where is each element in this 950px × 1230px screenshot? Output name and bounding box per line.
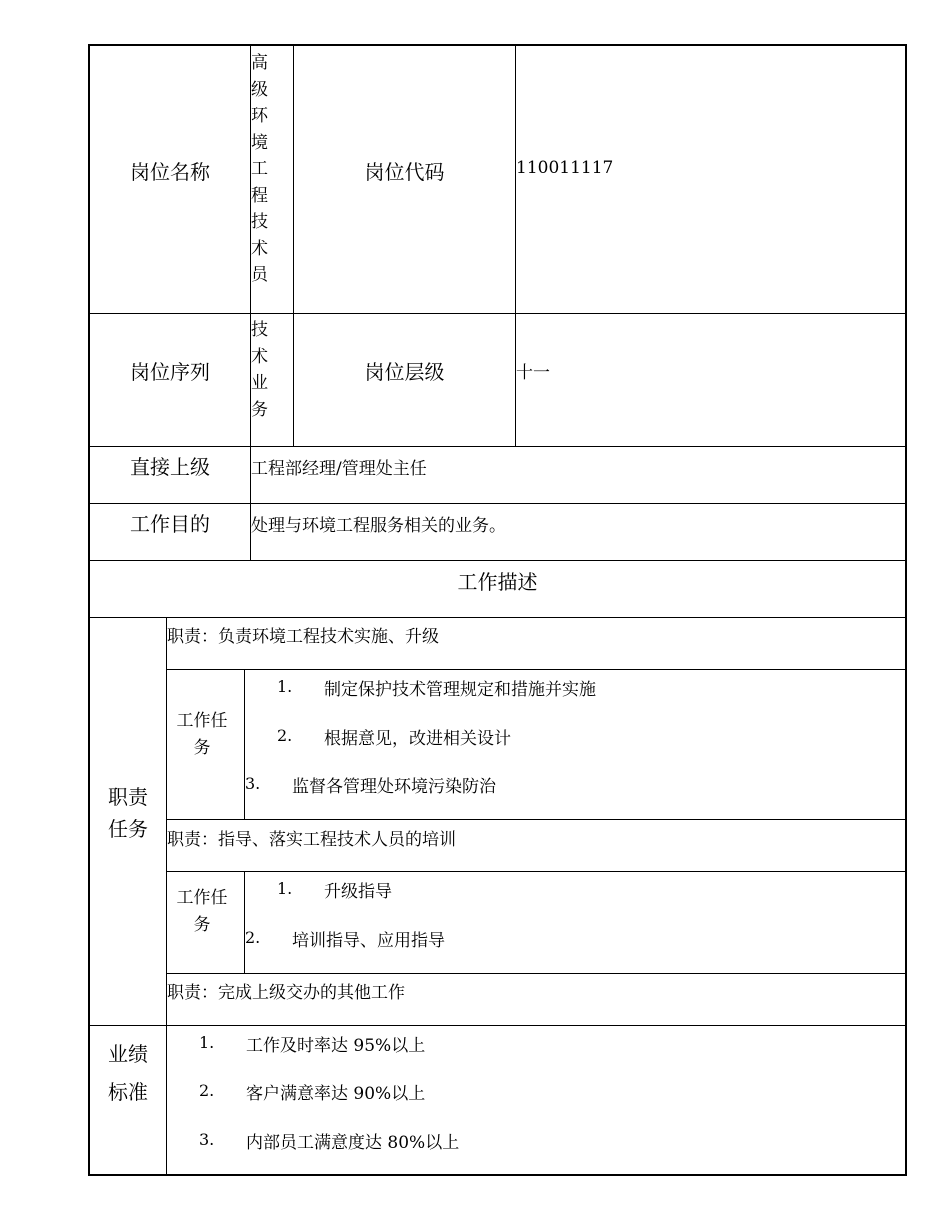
task-number: 1. <box>277 677 293 696</box>
task-item: 升级指导 <box>324 882 392 902</box>
superior-value: 工程部经理/管理处主任 <box>251 459 427 479</box>
task-number: 3. <box>245 774 261 793</box>
post-name-value: 高级环境工程技术员 <box>251 53 268 285</box>
task-label: 工作任务 <box>176 888 228 935</box>
duty-title: 职责：负责环境工程技术实施、升级 <box>167 627 439 647</box>
duty-section-label: 职责任务 <box>108 785 148 841</box>
superior-label: 直接上级 <box>130 455 210 479</box>
task-item: 根据意见，改进相关设计 <box>324 729 511 749</box>
post-code-value: 110011117 <box>516 158 614 178</box>
performance-item: 内部员工满意度达 80%以上 <box>246 1133 460 1153</box>
task-number: 2. <box>245 928 261 947</box>
post-series-label: 岗位序列 <box>130 360 210 384</box>
description-title: 工作描述 <box>457 570 538 594</box>
post-level-label: 岗位层级 <box>364 360 445 384</box>
duty-title: 职责：指导、落实工程技术人员的培训 <box>167 830 456 850</box>
task-label: 工作任务 <box>176 711 228 758</box>
duty-title: 职责：完成上级交办的其他工作 <box>167 983 405 1003</box>
task-item: 培训指导、应用指导 <box>292 931 445 951</box>
post-code-label: 岗位代码 <box>364 160 445 184</box>
task-item: 监督各管理处环境污染防治 <box>292 777 496 797</box>
purpose-label: 工作目的 <box>130 512 210 536</box>
task-item: 制定保护技术管理规定和措施并实施 <box>324 680 596 700</box>
post-level-value: 十一 <box>516 363 550 383</box>
performance-label: 业绩标准 <box>108 1042 148 1104</box>
task-number: 1. <box>277 879 293 898</box>
performance-number: 3. <box>199 1130 215 1149</box>
performance-number: 1. <box>199 1033 215 1052</box>
performance-item: 客户满意率达 90%以上 <box>246 1084 426 1104</box>
performance-number: 2. <box>199 1081 215 1100</box>
post-series-value: 技术业务 <box>251 320 268 420</box>
performance-item: 工作及时率达 95%以上 <box>246 1036 426 1056</box>
post-name-label: 岗位名称 <box>130 160 210 184</box>
purpose-value: 处理与环境工程服务相关的业务。 <box>251 516 506 536</box>
task-number: 2. <box>277 726 293 745</box>
